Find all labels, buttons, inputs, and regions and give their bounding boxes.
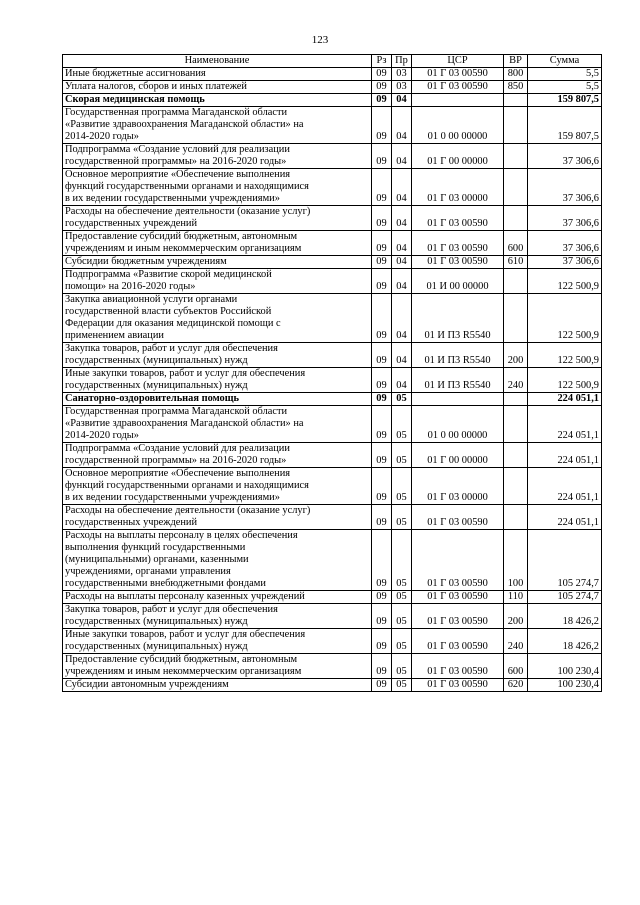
table-row	[63, 68, 602, 81]
table-body	[63, 68, 602, 692]
row-sum: 18 426,2	[528, 629, 602, 654]
row-name-line: Подпрограмма «Развитие скорой медицинской	[65, 269, 272, 280]
row-sum: 224 051,1	[528, 393, 602, 406]
row-vr: 850	[504, 81, 528, 94]
row-csr: 01 0 00 00000	[412, 406, 504, 443]
row-name-line: Закупка товаров, работ и услуг для обеспечения	[65, 604, 278, 615]
page-number: 123	[311, 34, 329, 46]
row-pr: 04	[392, 256, 412, 269]
row-name-line: Предоставление субсидий бюджетным, автономным	[65, 231, 298, 242]
row-pr: 04	[392, 343, 412, 368]
row-name-line: в их ведении государственными учреждениями»	[65, 193, 280, 204]
row-pr: 04	[392, 368, 412, 393]
row-sum: 122 500,9	[528, 368, 602, 393]
row-name	[63, 530, 372, 591]
row-vr	[504, 468, 528, 505]
row-sum: 105 274,7	[528, 591, 602, 604]
table-row	[63, 343, 602, 368]
row-vr: 800	[504, 68, 528, 81]
row-csr: 01 Г 03 00000	[412, 169, 504, 206]
row-rz: 09	[372, 68, 392, 81]
row-pr: 05	[392, 468, 412, 505]
row-name-line: в их ведении государственными учреждениями»	[65, 492, 280, 503]
row-rz: 09	[372, 294, 392, 343]
row-sum: 105 274,7	[528, 530, 602, 591]
row-pr: 05	[392, 393, 412, 406]
column-header-vr: ВР	[504, 55, 528, 68]
row-name	[63, 343, 372, 368]
row-vr	[504, 294, 528, 343]
row-name	[63, 231, 372, 256]
header-row	[63, 55, 602, 68]
table-row	[63, 81, 602, 94]
row-vr	[504, 206, 528, 231]
row-name-line: государственных учреждений	[65, 218, 198, 229]
table-row	[63, 94, 602, 107]
table-row	[63, 406, 602, 443]
row-sum: 5,5	[528, 68, 602, 81]
row-name	[63, 468, 372, 505]
row-sum: 159 807,5	[528, 107, 602, 144]
row-vr: 240	[504, 368, 528, 393]
row-vr	[504, 505, 528, 530]
row-csr: 01 Г 03 00590	[412, 206, 504, 231]
row-vr	[504, 169, 528, 206]
row-name-line: государственными внебюджетными фондами	[65, 578, 266, 589]
row-csr: 01 Г 03 00000	[412, 468, 504, 505]
row-name-line: государственных (муниципальных) нужд	[65, 380, 248, 391]
row-csr: 01 Г 03 00590	[412, 231, 504, 256]
row-pr: 05	[392, 505, 412, 530]
row-vr: 600	[504, 231, 528, 256]
row-csr: 01 Г 03 00590	[412, 604, 504, 629]
table-row	[63, 468, 602, 505]
row-name-line: Предоставление субсидий бюджетным, автономным	[65, 654, 298, 665]
row-name	[63, 294, 372, 343]
row-name-line: Расходы на обеспечение деятельности (оказание услуг)	[65, 206, 311, 217]
row-sum: 5,5	[528, 81, 602, 94]
row-name-line: государственных (муниципальных) нужд	[65, 641, 248, 652]
table-row	[63, 169, 602, 206]
row-rz: 09	[372, 107, 392, 144]
row-name	[63, 169, 372, 206]
row-rz: 09	[372, 368, 392, 393]
row-csr: 01 Г 03 00590	[412, 505, 504, 530]
row-name-line: выполнения функций государственными	[65, 542, 246, 553]
row-sum: 122 500,9	[528, 343, 602, 368]
row-name-line: функций государственными органами и находящимися	[65, 480, 309, 491]
row-csr: 01 0 00 00000	[412, 107, 504, 144]
row-name-line: (муниципальными) органами, казенными	[65, 554, 249, 565]
row-csr: 01 Г 03 00590	[412, 629, 504, 654]
row-vr	[504, 144, 528, 169]
row-name-line: Субсидии бюджетным учреждениям	[65, 256, 227, 267]
row-csr: 01 Г 03 00590	[412, 256, 504, 269]
row-name-line: Расходы на обеспечение деятельности (оказание услуг)	[65, 505, 311, 516]
row-rz: 09	[372, 81, 392, 94]
row-rz: 09	[372, 393, 392, 406]
row-name-line: Иные бюджетные ассигнования	[65, 68, 206, 79]
row-name-line: Подпрограмма «Создание условий для реализации	[65, 443, 290, 454]
row-pr: 04	[392, 269, 412, 294]
row-name	[63, 679, 372, 692]
row-name	[63, 256, 372, 269]
row-name	[63, 81, 372, 94]
row-pr: 05	[392, 679, 412, 692]
row-sum: 122 500,9	[528, 269, 602, 294]
row-name-line: учреждениями, органами управления	[65, 566, 231, 577]
table-row	[63, 629, 602, 654]
column-header-rz: Рз	[372, 55, 392, 68]
row-csr: 01 Г 03 00590	[412, 530, 504, 591]
row-rz: 09	[372, 231, 392, 256]
row-pr: 05	[392, 604, 412, 629]
row-csr: 01 Г 03 00590	[412, 591, 504, 604]
row-vr	[504, 406, 528, 443]
table-row	[63, 206, 602, 231]
row-name-line: Уплата налогов, сборов и иных платежей	[65, 81, 247, 92]
row-name	[63, 206, 372, 231]
row-sum: 37 306,6	[528, 231, 602, 256]
row-csr	[412, 393, 504, 406]
row-csr: 01 Г 03 00590	[412, 654, 504, 679]
row-vr: 240	[504, 629, 528, 654]
row-pr: 04	[392, 294, 412, 343]
row-name-line: Санаторно-оздоровительная помощь	[65, 393, 239, 404]
row-pr: 04	[392, 231, 412, 256]
row-name-line: государственной власти субъектов Российской	[65, 306, 272, 317]
row-csr: 01 Г 00 00000	[412, 443, 504, 468]
row-sum: 100 230,4	[528, 654, 602, 679]
row-rz: 09	[372, 443, 392, 468]
row-vr	[504, 94, 528, 107]
table-row	[63, 231, 602, 256]
row-rz: 09	[372, 530, 392, 591]
table-row	[63, 256, 602, 269]
column-header-csr: ЦСР	[412, 55, 504, 68]
row-rz: 09	[372, 343, 392, 368]
row-name	[63, 144, 372, 169]
row-name-line: Основное мероприятие «Обеспечение выполнения	[65, 468, 291, 479]
row-name-line: помощи» на 2016-2020 годы»	[65, 281, 196, 292]
row-sum: 224 051,1	[528, 406, 602, 443]
row-pr: 04	[392, 169, 412, 206]
row-name-line: Государственная программа Магаданской области	[65, 406, 288, 417]
row-rz: 09	[372, 206, 392, 231]
table-row	[63, 443, 602, 468]
row-name-line: Расходы на выплаты персоналу в целях обеспечения	[65, 530, 298, 541]
table-row	[63, 679, 602, 692]
table-row	[63, 393, 602, 406]
row-name	[63, 629, 372, 654]
row-name-line: учреждениям и иным некоммерческим организациям	[65, 243, 302, 254]
row-name-line: учреждениям и иным некоммерческим организациям	[65, 666, 302, 677]
row-vr: 100	[504, 530, 528, 591]
row-name-line: государственных (муниципальных) нужд	[65, 616, 248, 627]
table-row	[63, 505, 602, 530]
row-vr	[504, 443, 528, 468]
table-row	[63, 591, 602, 604]
row-name-line: Основное мероприятие «Обеспечение выполнения	[65, 169, 291, 180]
row-name	[63, 269, 372, 294]
row-rz: 09	[372, 654, 392, 679]
row-sum: 100 230,4	[528, 679, 602, 692]
table-row	[63, 530, 602, 591]
row-name	[63, 591, 372, 604]
row-vr: 200	[504, 343, 528, 368]
row-pr: 05	[392, 629, 412, 654]
table-row	[63, 294, 602, 343]
row-rz: 09	[372, 94, 392, 107]
row-pr: 05	[392, 654, 412, 679]
row-name	[63, 393, 372, 406]
row-name	[63, 654, 372, 679]
row-csr: 01 Г 03 00590	[412, 68, 504, 81]
row-pr: 05	[392, 443, 412, 468]
row-name-line: применением авиации	[65, 330, 164, 341]
row-rz: 09	[372, 629, 392, 654]
row-pr: 05	[392, 591, 412, 604]
row-rz: 09	[372, 604, 392, 629]
row-name-line: государственных (муниципальных) нужд	[65, 355, 248, 366]
row-name-line: государственной программы» на 2016-2020 годы»	[65, 455, 287, 466]
row-name-line: 2014-2020 годы»	[65, 430, 139, 441]
row-pr: 04	[392, 206, 412, 231]
row-csr: 01 Г 03 00590	[412, 679, 504, 692]
row-csr: 01 И П3 R5540	[412, 343, 504, 368]
row-pr: 04	[392, 94, 412, 107]
table-row	[63, 368, 602, 393]
row-pr: 05	[392, 530, 412, 591]
table-header	[63, 55, 602, 68]
row-sum: 122 500,9	[528, 294, 602, 343]
row-name-line: Расходы на выплаты персоналу казенных учреждений	[65, 591, 305, 602]
row-sum: 224 051,1	[528, 468, 602, 505]
row-name-line: Иные закупки товаров, работ и услуг для обеспечения	[65, 368, 306, 379]
row-name-line: Закупка авиационной услуги органами	[65, 294, 238, 305]
row-name-line: Закупка товаров, работ и услуг для обеспечения	[65, 343, 278, 354]
row-sum: 224 051,1	[528, 443, 602, 468]
column-header-sum: Сумма	[528, 55, 602, 68]
row-csr: 01 И П3 R5540	[412, 368, 504, 393]
row-vr	[504, 393, 528, 406]
row-rz: 09	[372, 144, 392, 169]
row-rz: 09	[372, 679, 392, 692]
row-sum: 37 306,6	[528, 206, 602, 231]
row-rz: 09	[372, 169, 392, 206]
table-row	[63, 107, 602, 144]
table-row	[63, 604, 602, 629]
row-name-line: функций государственными органами и находящимися	[65, 181, 309, 192]
row-rz: 09	[372, 256, 392, 269]
row-name	[63, 443, 372, 468]
table-row	[63, 144, 602, 169]
row-name-line: Подпрограмма «Создание условий для реализации	[65, 144, 290, 155]
row-name-line: «Развитие здравоохранения Магаданской области» на	[65, 418, 304, 429]
row-rz: 09	[372, 505, 392, 530]
row-rz: 09	[372, 406, 392, 443]
row-vr: 600	[504, 654, 528, 679]
column-header-name: Наименование	[63, 55, 372, 68]
row-vr: 610	[504, 256, 528, 269]
row-name-line: государственных учреждений	[65, 517, 198, 528]
row-name-line: «Развитие здравоохранения Магаданской области» на	[65, 119, 304, 130]
row-name	[63, 368, 372, 393]
row-name	[63, 604, 372, 629]
row-name-line: 2014-2020 годы»	[65, 131, 139, 142]
column-header-pr: Пр	[392, 55, 412, 68]
row-name-line: Субсидии автономным учреждениям	[65, 679, 229, 690]
row-vr: 110	[504, 591, 528, 604]
row-pr: 05	[392, 406, 412, 443]
table-row	[63, 654, 602, 679]
row-name-line: Иные закупки товаров, работ и услуг для обеспечения	[65, 629, 306, 640]
row-csr: 01 Г 00 00000	[412, 144, 504, 169]
row-name-line: Федерации для оказания медицинской помощи с	[65, 318, 281, 329]
row-name	[63, 406, 372, 443]
row-pr: 04	[392, 107, 412, 144]
table-row	[63, 269, 602, 294]
row-csr: 01 И 00 00000	[412, 269, 504, 294]
row-name	[63, 505, 372, 530]
row-sum: 37 306,6	[528, 144, 602, 169]
row-sum: 37 306,6	[528, 256, 602, 269]
row-name-line: Государственная программа Магаданской области	[65, 107, 288, 118]
row-pr: 03	[392, 81, 412, 94]
row-name	[63, 107, 372, 144]
row-sum: 224 051,1	[528, 505, 602, 530]
row-name-line: Скорая медицинская помощь	[65, 94, 205, 105]
row-sum: 159 807,5	[528, 94, 602, 107]
row-name	[63, 68, 372, 81]
row-vr: 620	[504, 679, 528, 692]
row-vr	[504, 107, 528, 144]
row-name-line: государственной программы» на 2016-2020 годы»	[65, 156, 287, 167]
row-vr: 200	[504, 604, 528, 629]
row-sum: 18 426,2	[528, 604, 602, 629]
row-sum: 37 306,6	[528, 169, 602, 206]
row-pr: 04	[392, 144, 412, 169]
row-rz: 09	[372, 269, 392, 294]
row-rz: 09	[372, 468, 392, 505]
row-vr	[504, 269, 528, 294]
row-csr: 01 Г 03 00590	[412, 81, 504, 94]
row-name	[63, 94, 372, 107]
row-csr	[412, 94, 504, 107]
budget-table	[62, 54, 602, 692]
row-pr: 03	[392, 68, 412, 81]
row-rz: 09	[372, 591, 392, 604]
row-csr: 01 И П3 R5540	[412, 294, 504, 343]
